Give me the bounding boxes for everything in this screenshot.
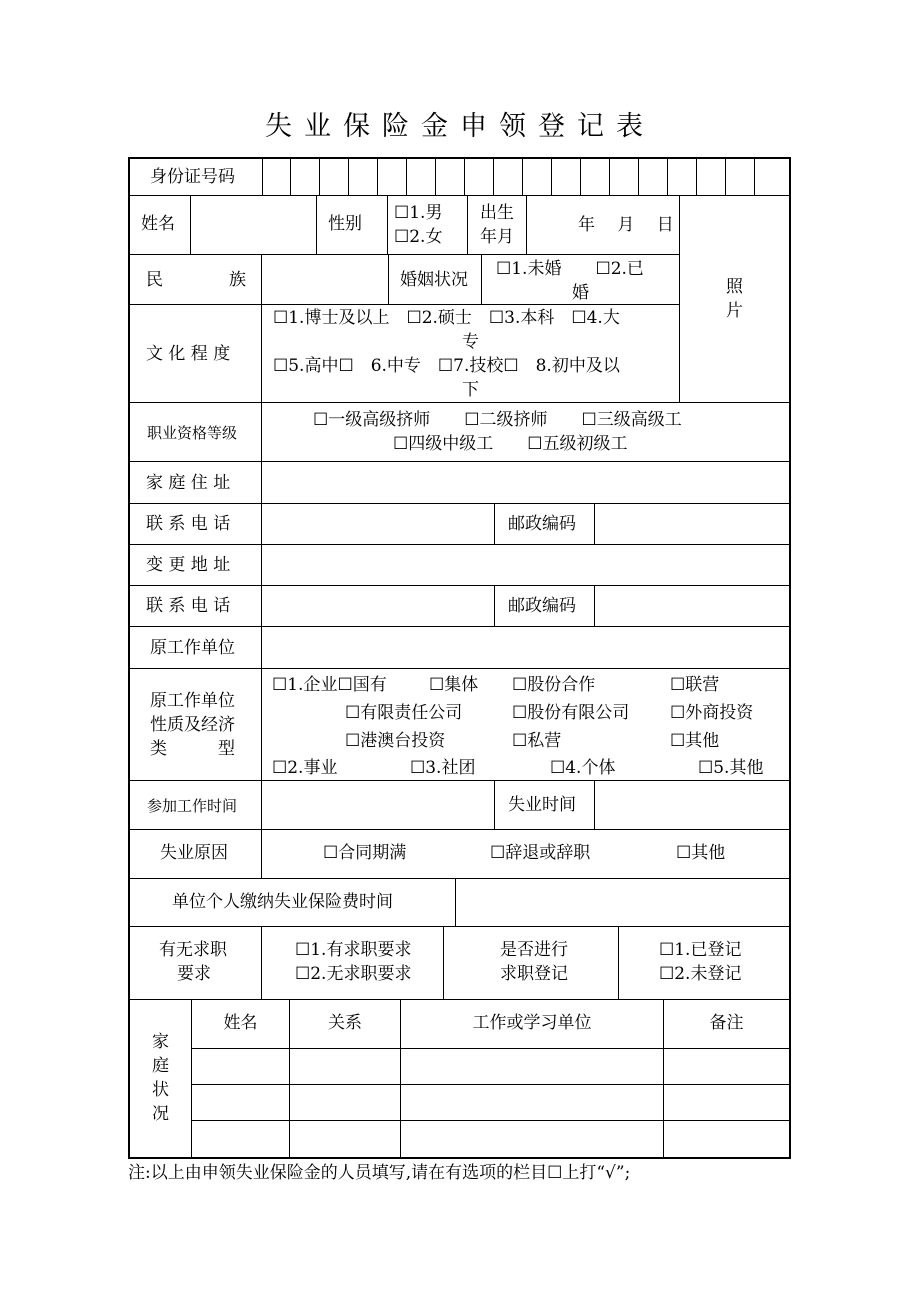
employer-option-other[interactable]: ☐其他 bbox=[670, 731, 720, 751]
family-label-1: 家 bbox=[152, 1032, 169, 1052]
education-options-line2[interactable]: ☐5.高中☐ 6.中专 ☐7.技校☐ 8.初中及以 bbox=[273, 356, 620, 376]
employer-option-association[interactable]: ☐3.社团 bbox=[410, 758, 476, 778]
marital-label: 婚姻状况 bbox=[400, 270, 468, 290]
employer-option-hk-macau-tw[interactable]: ☐港澳台投资 bbox=[345, 731, 446, 751]
work-start-label: 参加工作时间 bbox=[147, 797, 238, 815]
family-label-3: 状 bbox=[152, 1080, 169, 1100]
form-title: 失业保险金申领登记表 bbox=[265, 111, 655, 142]
reason-option-contract-expired[interactable]: ☐合同期满 bbox=[323, 843, 407, 863]
birth-label-line2: 年月 bbox=[480, 227, 514, 247]
education-options-line1-wrap: 专 bbox=[462, 332, 479, 352]
contribution-time-label: 单位个人缴纳失业保险费时间 bbox=[172, 892, 393, 912]
marital-options-line1[interactable]: ☐1.未婚 ☐2.已 bbox=[496, 259, 644, 279]
family-col-remarks: 备注 bbox=[709, 1013, 744, 1033]
birth-date-field[interactable]: 年 月 日 bbox=[578, 215, 674, 235]
id-number-label: 身份证号码 bbox=[150, 167, 235, 187]
family-label-4: 况 bbox=[152, 1104, 169, 1124]
job-request-option-yes[interactable]: ☐1.有求职要求 bbox=[295, 940, 412, 960]
qualification-options-line2[interactable]: ☐四级中级工 ☐五级初级工 bbox=[393, 434, 628, 454]
employer-option-institution[interactable]: ☐2.事业 bbox=[272, 758, 338, 778]
family-col-relation: 关系 bbox=[328, 1013, 362, 1033]
birth-label-line1: 出生 bbox=[480, 203, 514, 223]
former-employer-label: 原工作单位 bbox=[150, 638, 235, 658]
phone-label: 联 系 电 话 bbox=[146, 514, 231, 534]
job-request-label-line1: 有无求职 bbox=[159, 940, 227, 960]
gender-option-female[interactable]: ☐2.女 bbox=[394, 227, 443, 247]
employer-option-private[interactable]: ☐私营 bbox=[512, 731, 562, 751]
employer-option-foreign[interactable]: ☐外商投资 bbox=[670, 703, 754, 723]
name-label: 姓名 bbox=[141, 214, 175, 234]
family-col-workplace: 工作或学习单位 bbox=[472, 1013, 592, 1033]
job-registration-option-unregistered[interactable]: ☐2.未登记 bbox=[659, 964, 742, 984]
employer-option-limited-liability[interactable]: ☐有限责任公司 bbox=[345, 703, 463, 723]
unemployment-time-label: 失业时间 bbox=[508, 795, 576, 815]
employer-option-joint-venture[interactable]: ☐联营 bbox=[670, 675, 720, 695]
employer-type-label-line1: 原工作单位 bbox=[150, 691, 235, 711]
employer-option-individual[interactable]: ☐4.个体 bbox=[550, 758, 616, 778]
marital-options-line2: 婚 bbox=[572, 283, 589, 303]
education-options-line1[interactable]: ☐1.博士及以上 ☐2.硕士 ☐3.本科 ☐4.大 bbox=[273, 308, 620, 328]
employer-option-limited-company[interactable]: ☐股份有限公司 bbox=[512, 703, 630, 723]
employer-option-other2[interactable]: ☐5.其他 bbox=[698, 758, 764, 778]
photo-label-line1: 照 bbox=[726, 277, 743, 297]
photo-label-line2: 片 bbox=[726, 301, 743, 321]
reason-option-dismissed-resigned[interactable]: ☐辞退或辞职 bbox=[490, 843, 591, 863]
unemployment-reason-label: 失业原因 bbox=[160, 843, 228, 863]
home-address-label: 家 庭 住 址 bbox=[146, 473, 231, 493]
job-request-option-no[interactable]: ☐2.无求职要求 bbox=[295, 964, 412, 984]
job-registration-label-line2: 求职登记 bbox=[500, 964, 568, 984]
employer-option-enterprise-state[interactable]: ☐1.企业☐国有 bbox=[272, 675, 387, 695]
gender-label: 性别 bbox=[328, 214, 362, 234]
family-col-name: 姓名 bbox=[223, 1013, 258, 1033]
employer-option-joint-stock-coop[interactable]: ☐股份合作 bbox=[512, 675, 596, 695]
education-options-line2-wrap: 下 bbox=[462, 380, 479, 400]
ethnicity-label-left: 民 bbox=[146, 270, 163, 290]
job-registration-label-line1: 是否进行 bbox=[500, 940, 568, 960]
gender-option-male[interactable]: ☐1.男 bbox=[394, 203, 443, 223]
ethnicity-label-right: 族 bbox=[229, 270, 246, 290]
phone2-label: 联 系 电 话 bbox=[146, 596, 231, 616]
changed-address-label: 变 更 地 址 bbox=[146, 555, 231, 575]
postcode-label: 邮政编码 bbox=[508, 514, 576, 534]
education-label: 文 化 程 度 bbox=[146, 344, 231, 364]
employer-option-collective[interactable]: ☐集体 bbox=[429, 675, 479, 695]
qualification-options-line1[interactable]: ☐一级高级挤师 ☐二级挤师 ☐三级高级工 bbox=[313, 410, 682, 430]
qualification-label: 职业资格等级 bbox=[147, 424, 238, 442]
job-request-label-line2: 要求 bbox=[177, 964, 211, 984]
family-label-2: 庭 bbox=[152, 1056, 169, 1076]
job-registration-option-registered[interactable]: ☐1.已登记 bbox=[659, 940, 742, 960]
footnote: 注:以上由申领失业保险金的人员填写,请在有选项的栏目☐上打“√”; bbox=[128, 1163, 631, 1183]
postcode2-label: 邮政编码 bbox=[508, 596, 576, 616]
employer-type-label-line2: 性质及经济 bbox=[150, 715, 235, 735]
employer-type-label-line3: 类 型 bbox=[150, 739, 235, 759]
reason-option-other[interactable]: ☐其他 bbox=[676, 843, 726, 863]
